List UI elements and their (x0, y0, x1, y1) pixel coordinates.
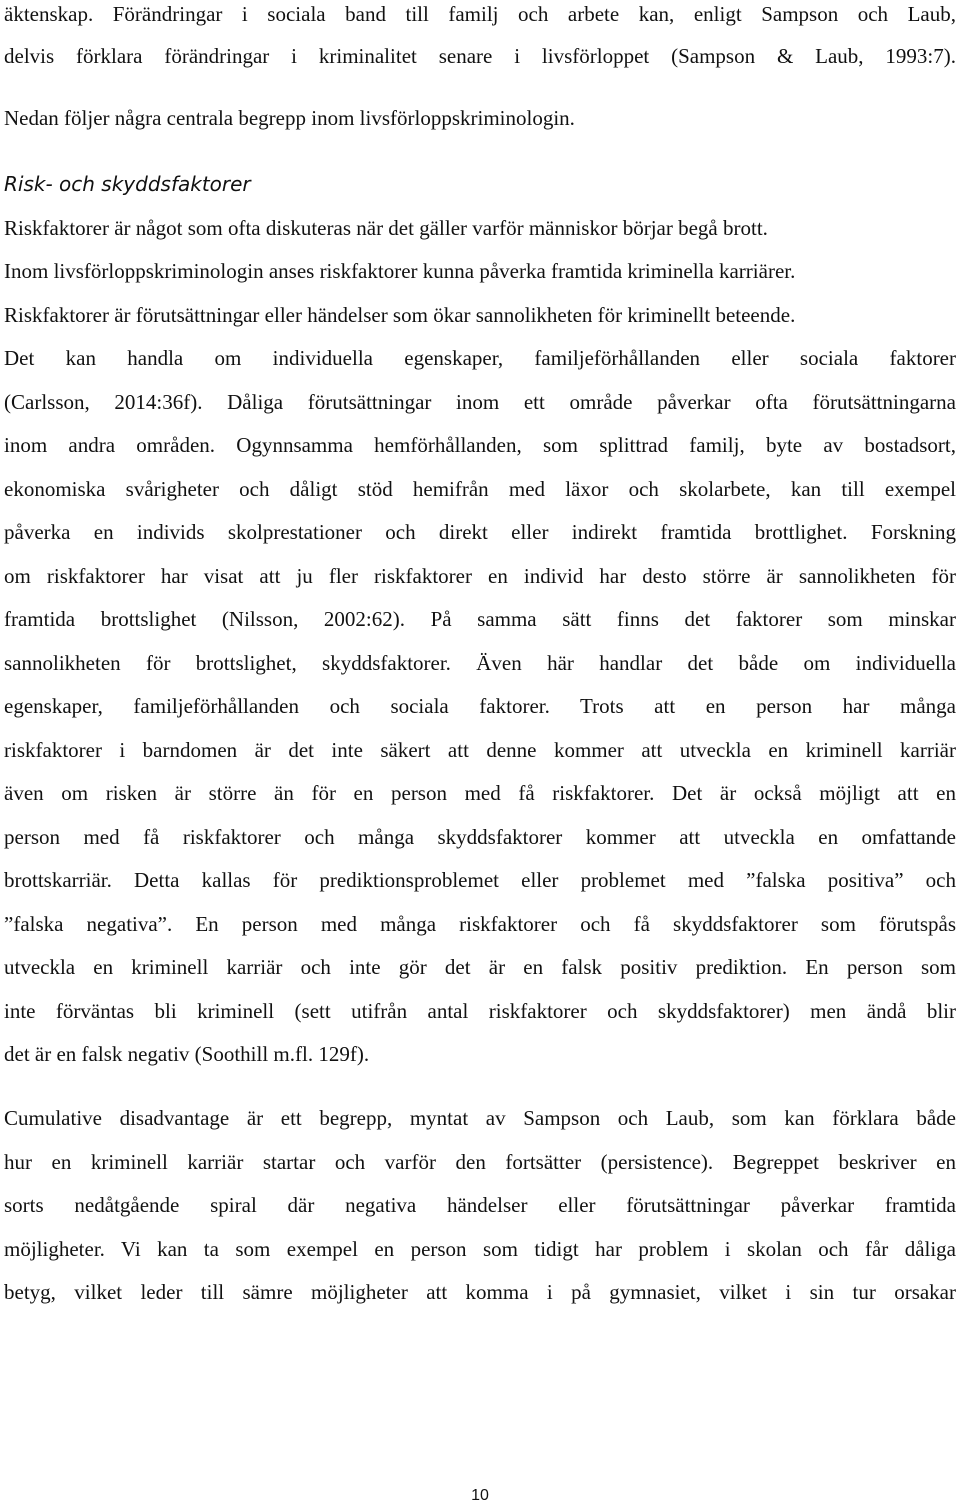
body-line: det är en falsk negativ (Soothill m.fl. 129f). (4, 1042, 370, 1066)
body-line: delvis förklara förändringar i kriminalitet senare i livsförloppet (Sampson & Laub, 1993:7). (4, 44, 956, 68)
body-line: inte förväntas bli kriminell (sett utifrån antal riskfaktorer och skyddsfaktorer) men ändå blir (4, 999, 956, 1023)
body-line: ekonomiska svårigheter och dåligt stöd hemifrån med läxor och skolarbete, kan till exempel (4, 477, 956, 501)
body-line: riskfaktorer i barndomen är det inte säkert att denne kommer att utveckla en kriminell karriär (4, 738, 956, 762)
body-line: Nedan följer några centrala begrepp inom livsförloppskriminologin. (4, 106, 575, 130)
body-line: sannolikheten för brottslighet, skyddsfaktorer. Även här handlar det både om individuella (4, 651, 956, 675)
body-line: utveckla en kriminell karriär och inte gör det är en falsk positiv prediktion. En person som (4, 955, 956, 979)
body-line: Cumulative disadvantage är ett begrepp, myntat av Sampson och Laub, som kan förklara både (4, 1106, 956, 1130)
body-line: Riskfaktorer är något som ofta diskuteras när det gäller varför människor börjar begå brott. (4, 216, 768, 240)
page-number: 10 (471, 1487, 489, 1504)
body-line: (Carlsson, 2014:36f). Dåliga förutsättningar inom ett område påverkar ofta förutsättningarna (4, 390, 956, 414)
body-line: hur en kriminell karriär startar och varför den fortsätter (persistence). Begreppet beskriver en (4, 1150, 956, 1174)
body-line: Inom livsförloppskriminologin anses riskfaktorer kunna påverka framtida kriminella karriärer. (4, 259, 796, 283)
body-line: egenskaper, familjeförhållanden och sociala faktorer. Trots att en person har många (4, 694, 956, 718)
body-line: Riskfaktorer är förutsättningar eller händelser som ökar sannolikheten för kriminellt beteende. (4, 303, 796, 327)
body-line: om riskfaktorer har visat att ju fler riskfaktorer en individ har desto större är sannolikheten för (4, 564, 956, 588)
body-line: påverka en individs skolprestationer och direkt eller indirekt framtida brottlighet. Forskning (4, 520, 956, 544)
body-line: betyg, vilket leder till sämre möjligheter att komma i på gymnasiet, vilket i sin tur orsakar (4, 1280, 956, 1304)
body-line: ”falska negativa”. En person med många riskfaktorer och få skyddsfaktorer som förutspås (4, 912, 956, 936)
body-line: framtida brottslighet (Nilsson, 2002:62). På samma sätt finns det faktorer som minskar (4, 607, 956, 631)
body-line: möjligheter. Vi kan ta som exempel en person som tidigt har problem i skolan och får dåliga (4, 1237, 956, 1261)
section-heading: Risk- och skyddsfaktorer (4, 172, 251, 196)
body-line: även om risken är större än för en person med få riskfaktorer. Det är också möjligt att en (4, 781, 956, 805)
body-line: äktenskap. Förändringar i sociala band till familj och arbete kan, enligt Sampson och Laub, (4, 2, 956, 26)
body-line: inom andra områden. Ogynnsamma hemförhållanden, som splittrad familj, byte av bostadsort, (4, 433, 956, 457)
body-line: sorts nedåtgående spiral där negativa händelser eller förutsättningar påverkar framtida (4, 1193, 956, 1217)
body-line: person med få riskfaktorer och många skyddsfaktorer kommer att utveckla en omfattande (4, 825, 956, 849)
body-line: Det kan handla om individuella egenskaper, familjeförhållanden eller sociala faktorer (4, 346, 956, 370)
body-line: brottskarriär. Detta kallas för prediktionsproblemet eller problemet med ”falska positiva” och (4, 868, 956, 892)
